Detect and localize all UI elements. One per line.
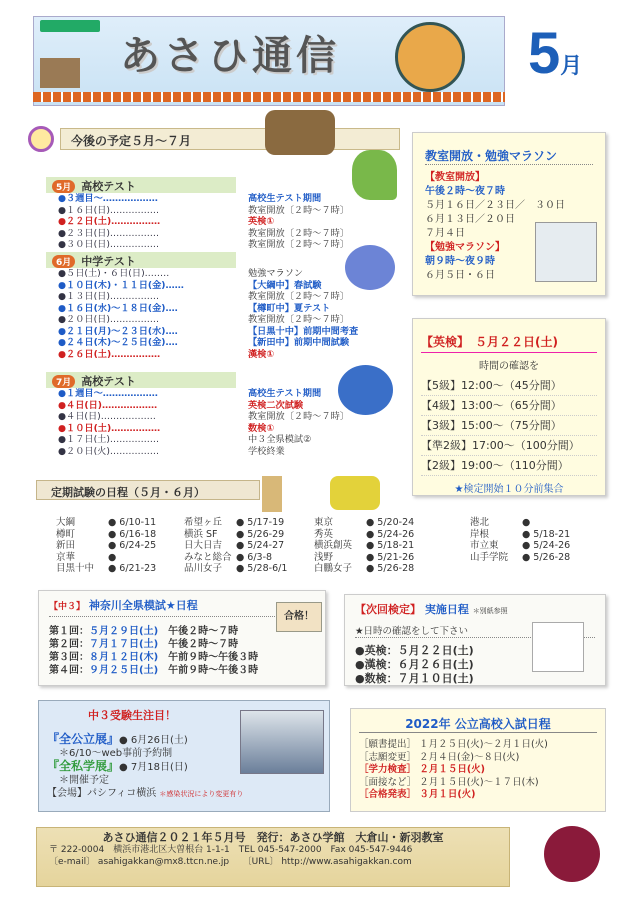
schedule-event: 高校生テスト期間 xyxy=(248,388,322,399)
koukou-row xyxy=(359,764,597,777)
schedule-event: 【新田中】前期中間試験 xyxy=(248,337,350,348)
newsletter-title: あさひ通信 xyxy=(120,33,340,79)
may-row xyxy=(58,204,350,217)
schedule-date: ●１０日(木)・１１日(金)‥‥‥ xyxy=(58,279,184,291)
schedule-heading: 今後の予定５月～７月 xyxy=(60,128,400,150)
exam-dates: ● 5/26-29 xyxy=(236,528,285,540)
exam-dates: ● 5/24-27 xyxy=(236,540,285,551)
goukaku-badge: 合格！ xyxy=(276,602,322,632)
school-name: 東京 xyxy=(314,517,334,528)
koukou-key: ［学力検査］ xyxy=(359,764,417,775)
next-exam-row: ●数検：７月１０日(土) xyxy=(355,672,474,685)
eiken-row: 【3級】15:00～（75分間） xyxy=(421,416,597,436)
school-name: 港北 xyxy=(470,517,490,528)
exam-row xyxy=(470,540,570,552)
open-dates-july: ７月４日 xyxy=(425,228,465,239)
footer xyxy=(36,827,510,887)
eiken-row: 【4級】13:00～（65分間） xyxy=(421,396,597,416)
may-row xyxy=(58,239,350,251)
june-row xyxy=(58,303,346,315)
koukou-key: ［願書提出］ xyxy=(359,739,417,750)
exam-dates: ● xyxy=(522,517,531,528)
fair-private-note: ＊開催予定 xyxy=(59,775,109,786)
exam-row xyxy=(184,563,287,575)
marathon-title: 教室開放・勉強マラソン xyxy=(425,147,593,165)
june-header: 6月 中学テスト xyxy=(46,252,236,268)
exam-row xyxy=(314,563,414,575)
july-header: 7月 高校テスト xyxy=(46,372,236,388)
wheat-icon xyxy=(262,476,282,512)
next-exam-row: ●英検：５月２２日(土) xyxy=(355,644,474,657)
mogi-row xyxy=(49,651,315,664)
koukou-key: ［志願変更］ xyxy=(359,751,417,763)
schedule-date: ●３０日(日)‥‥‥‥‥‥‥‥ xyxy=(58,239,159,250)
exam-dates: ● 6/21-23 xyxy=(108,563,157,574)
school-name: 白鵬女子 xyxy=(314,563,353,574)
schedule-event: 漢検① xyxy=(248,348,275,360)
koukou-val: ２月１５日(火)～１７日(木) xyxy=(416,776,539,788)
mogi-time: 午前９時～午後３時 xyxy=(158,665,259,676)
hydrangea-icon xyxy=(345,245,395,290)
schedule-event: 教室開放〔２時～７時〕 xyxy=(248,227,350,239)
eiken-sub: 時間の確認を xyxy=(479,361,539,372)
next-exam-sub: ★日時の確認をして下さい xyxy=(355,623,595,638)
eiken-heading: 【英検】 ５月２２日(土) xyxy=(421,333,597,353)
footer-address: 〒 222-0004 横浜市港北区大曽根台 1-1-1 TEL 045-547-2000 Fax 045-547-9446 xyxy=(49,845,413,855)
open-time: 午後２時～夜７時 xyxy=(425,186,505,197)
school-name: 目黒十中 xyxy=(56,563,95,574)
schedule-date: ●２０日(火)‥‥‥‥‥‥‥‥ xyxy=(58,445,159,457)
exam-dates: ● 6/3-8 xyxy=(236,551,273,563)
schedule-event: 【日黒十中】前期中間考査 xyxy=(248,325,359,337)
schedule-event: 高校生テスト期間 xyxy=(248,193,322,204)
school-name: 岸根 xyxy=(470,528,490,540)
exam-dates: ● 5/28-6/1 xyxy=(236,563,288,574)
exam-dates: ● 5/17-19 xyxy=(236,517,285,528)
school-name: 大綱 xyxy=(56,517,76,528)
month-badge: 5月 xyxy=(528,21,583,86)
june-row xyxy=(58,268,346,280)
exam-row xyxy=(56,529,156,541)
exam-dates: ● 5/18-21 xyxy=(522,528,571,540)
school-name: 京華 xyxy=(56,551,76,563)
schedule-date: ●５日(土)・６日(日)‥‥‥‥ xyxy=(58,268,170,279)
schedule-date: ●２１日(月)～２３日(水)‥‥ xyxy=(58,325,178,337)
exam-row xyxy=(184,517,287,529)
koukou-val: １月２５日(火)～２月１日(火) xyxy=(416,739,548,750)
schedule-date: ●１７日(土)‥‥‥‥‥‥‥‥ xyxy=(58,434,159,445)
open-label: 【教室開放】 xyxy=(425,172,485,183)
eiken-card xyxy=(412,318,606,496)
open-dates-june: ６月１３日／２０日 xyxy=(425,214,515,225)
schedule-event: 教室開放〔２時～７時〕 xyxy=(248,239,350,250)
schedule-date: ●４日(日)‥‥‥‥‥‥‥‥‥ xyxy=(58,411,156,422)
koukou-key: ［合格発表］ xyxy=(359,789,417,800)
schedule-date: ●１０日(土)‥‥‥‥‥‥‥‥ xyxy=(58,422,161,434)
may-header: 5月 高校テスト xyxy=(46,177,236,193)
mogi-date: ７月１７日(土) xyxy=(89,639,159,650)
july-row xyxy=(58,411,350,423)
mogi-date: ９月２５日(土) xyxy=(89,665,159,676)
exam-row xyxy=(184,552,287,564)
schedule-event: 英検① xyxy=(248,216,275,227)
koukou-row xyxy=(359,789,597,802)
schedule-date: ●１３日(日)‥‥‥‥‥‥‥‥ xyxy=(58,291,159,302)
test-sheet-icon xyxy=(532,622,584,672)
koukou-val: ２月１５日(火) xyxy=(416,764,486,775)
studying-illustration-icon xyxy=(535,222,597,282)
school-name: 横浜創英 xyxy=(314,540,353,551)
exam-table xyxy=(56,517,616,577)
schedule-date: ●１週目～‥‥‥‥‥‥‥‥‥ xyxy=(58,388,158,399)
school-name: 新田 xyxy=(56,540,76,551)
exam-dates: ● 5/26-28 xyxy=(522,551,571,563)
exam-table-heading: 定期試験の日程（５月・６月） xyxy=(36,480,260,500)
header-stripe xyxy=(33,92,505,102)
exam-dates: ● 5/21-26 xyxy=(366,551,415,563)
schedule-event: 【大綱中】春試験 xyxy=(248,279,322,291)
koukou-val: ２月４日(金)～８日(火) xyxy=(416,751,520,763)
schedule-event: 教室開放〔２時～７時〕 xyxy=(248,204,350,216)
schedule-date: ●２０日(日)‥‥‥‥‥‥‥‥ xyxy=(58,314,159,325)
fair-venue: 【会場】パシフィコ横浜 ＊感染状況により変更有り xyxy=(47,788,244,799)
clover-icon xyxy=(352,150,397,200)
exam-row xyxy=(56,552,156,564)
flag-icon xyxy=(40,20,100,32)
koukou-key: ［面接など］ xyxy=(359,776,417,788)
marathon-time: 朝９時～夜９時 xyxy=(425,256,495,267)
schedule-event: 中３全県模試② xyxy=(248,434,312,445)
schedule-event: 学校終業 xyxy=(248,445,285,457)
exam-dates: ● 5/24-26 xyxy=(522,540,571,551)
exam-row xyxy=(314,517,414,529)
koukou-val: ３月１日(火) xyxy=(416,789,476,800)
swallow-nest-icon xyxy=(265,110,335,155)
fair-private: 『全私学展』● 7月18日(日) xyxy=(47,759,188,773)
mogi-num: 第４回： xyxy=(49,665,89,676)
fair-public: 『全公立展』● 6月26日(土) xyxy=(47,732,188,746)
may-row xyxy=(58,216,346,228)
mogi-time: 午前９時～午後３時 xyxy=(158,652,259,663)
mogi-num: 第２回： xyxy=(49,639,89,650)
bear-mascot-icon xyxy=(395,22,465,92)
exam-row xyxy=(184,540,287,552)
morning-glory-icon xyxy=(338,365,393,415)
june-row xyxy=(58,280,346,292)
schedule-date: ●１６日(水)～１８日(金)‥‥ xyxy=(58,302,178,314)
eiken-row: 【準2級】17:00～（100分間） xyxy=(421,436,597,456)
schedule-date: ●２４日(木)～２５日(金)‥‥ xyxy=(58,337,178,348)
mogi-row xyxy=(49,638,315,651)
exam-dates: ● 5/18-21 xyxy=(366,540,415,551)
house-icon xyxy=(40,58,80,88)
july-row xyxy=(58,446,346,458)
exam-dates: ● 6/16-18 xyxy=(108,528,157,540)
exam-row xyxy=(56,540,156,552)
june-row xyxy=(58,349,346,361)
koukou-row xyxy=(359,777,597,790)
eiken-row: 【2級】19:00～（110分間） xyxy=(421,456,597,476)
july-row xyxy=(58,434,346,446)
schedule-event: 勉強マラソン xyxy=(248,268,304,279)
exam-row xyxy=(314,540,414,552)
schedule-event: 教室開放〔２時～７時〕 xyxy=(248,411,350,422)
footer-title: あさひ通信２０２１年５月号 発行：あさひ学館 大倉山・新羽教室 xyxy=(102,831,444,844)
exam-dates: ● 5/20-24 xyxy=(366,517,415,528)
mogi-time: 午後２時～７時 xyxy=(158,626,239,637)
exam-row xyxy=(184,529,287,541)
school-name: 山手学院 xyxy=(470,551,509,563)
logo-icon xyxy=(544,826,600,882)
schedule-event: 教室開放〔２時～７時〕 xyxy=(248,291,350,302)
schedule-date: ●１６日(日)‥‥‥‥‥‥‥‥ xyxy=(58,204,159,216)
school-name: 日大日吉 xyxy=(184,540,223,551)
mogi-num: 第３回： xyxy=(49,652,89,663)
july-row xyxy=(58,400,346,412)
schedule-date: ●２３日(日)‥‥‥‥‥‥‥‥ xyxy=(58,227,159,239)
school-name: 樽町 xyxy=(56,528,76,540)
may-row xyxy=(58,193,346,205)
footer-contact: 〔e-mail〕 asahigakkan@mx8.ttcn.ne.jp 〔URL〕 http://www.asahigakkan.com xyxy=(49,857,412,867)
school-name: 浅野 xyxy=(314,551,334,563)
july-section xyxy=(46,372,350,457)
schedule-date: ●２６日(土)‥‥‥‥‥‥‥‥ xyxy=(58,348,161,360)
clock-icon xyxy=(28,126,54,152)
school-name: 秀英 xyxy=(314,528,334,540)
exam-row xyxy=(314,552,414,564)
june-row xyxy=(58,291,350,303)
exam-row xyxy=(470,517,570,529)
june-row xyxy=(58,325,359,338)
july-row xyxy=(58,423,346,435)
mogi-date: ５月２９日(土) xyxy=(89,626,159,637)
koukou-card xyxy=(350,708,606,812)
may-section xyxy=(46,177,350,251)
next-exam-row: ●漢検：６月２６日(土) xyxy=(355,658,474,671)
marathon-label: 【勉強マラソン】 xyxy=(425,242,505,253)
mogi-date: ８月１２日(木) xyxy=(89,652,159,663)
exam-row xyxy=(56,563,156,575)
school-name: 横浜 SF xyxy=(184,528,218,540)
schedule-event: 【樽町中】夏テスト xyxy=(248,302,331,314)
koukou-row xyxy=(359,739,597,752)
venue-photo xyxy=(240,710,324,774)
school-name: 品川女子 xyxy=(184,563,223,574)
school-name: 希望ヶ丘 xyxy=(184,517,223,528)
exam-row xyxy=(470,529,570,541)
june-row xyxy=(58,337,350,349)
exam-dates: ● 5/24-26 xyxy=(366,528,415,540)
schedule-date: ●３週目～‥‥‥‥‥‥‥‥‥ xyxy=(58,193,158,204)
mogi-time: 午後２時～７時 xyxy=(158,639,239,650)
mimosa-icon xyxy=(330,476,380,510)
schedule-event: 英検二次試験 xyxy=(248,399,304,411)
july-row xyxy=(58,388,346,400)
june-row xyxy=(58,314,350,326)
exam-dates: ● xyxy=(108,551,117,563)
next-exam-heading: 【次回検定】 実施日程 ＊別紙参照 xyxy=(355,603,508,616)
may-row xyxy=(58,227,350,240)
eiken-note: ★検定開始１０分前集合 xyxy=(454,484,564,495)
mogi-num: 第１回： xyxy=(49,626,89,637)
exam-row xyxy=(314,529,414,541)
marathon-dates: ６月５日・６日 xyxy=(425,270,495,281)
schedule-event: 数検① xyxy=(248,422,275,434)
schedule-date: ●４日(日)‥‥‥‥‥‥‥‥‥ xyxy=(58,399,158,411)
fair-title: 中３受験生注目！ xyxy=(88,709,176,722)
mogi-heading: 【中３】 神奈川全県模試★日程 xyxy=(49,597,315,617)
exam-dates: ● 6/24-25 xyxy=(108,540,157,551)
mogi-row xyxy=(49,664,315,677)
school-name: みなと総合 xyxy=(184,551,232,563)
open-dates-may: ５月１６日／２３日／ ３０日 xyxy=(425,200,565,211)
koukou-title: 2022年 公立高校入試日程 xyxy=(359,715,597,733)
exam-row xyxy=(56,517,156,529)
exam-row xyxy=(470,552,570,564)
school-name: 市立東 xyxy=(470,540,499,551)
koukou-row xyxy=(359,752,597,765)
june-section xyxy=(46,252,359,360)
schedule-date: ●２２日(土)‥‥‥‥‥‥‥‥ xyxy=(58,216,161,227)
schedule-event: 教室開放〔２時～７時〕 xyxy=(248,314,350,325)
exam-dates: ● 5/26-28 xyxy=(366,563,415,574)
exam-dates: ● 6/10-11 xyxy=(108,517,157,528)
eiken-row: 【5級】12:00～（45分間） xyxy=(421,376,597,396)
fair-public-note: ＊6/10～web事前予約制 xyxy=(59,748,173,759)
